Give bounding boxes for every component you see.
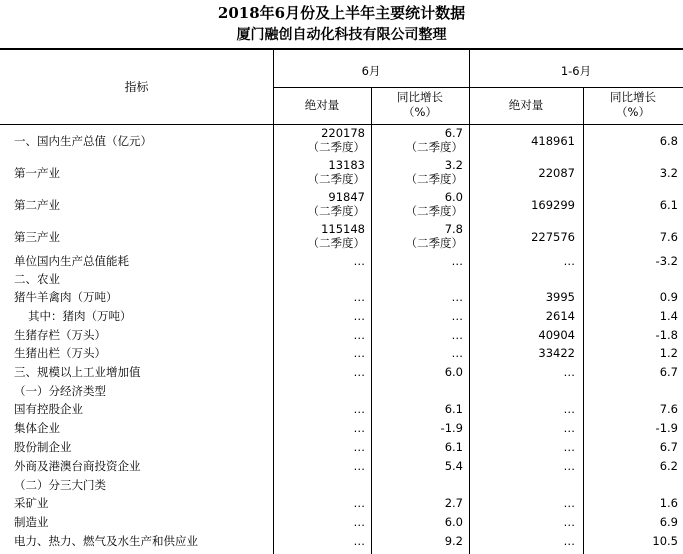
june-yoy-value: … bbox=[451, 328, 463, 342]
june-abs-value: 13183 bbox=[328, 158, 365, 172]
report-subtitle: 厦门融创自动化科技有限公司整理 bbox=[236, 27, 447, 43]
row-label: 电力、热力、燃气及水生产和供应业 bbox=[14, 534, 198, 548]
h1-yoy-value: 6.7 bbox=[659, 365, 678, 379]
june-yoy-value: 6.7 bbox=[444, 126, 463, 140]
june-abs-value: … bbox=[353, 534, 365, 548]
june-yoy-value: … bbox=[451, 290, 463, 304]
june-abs-note: （二季度） bbox=[307, 140, 365, 154]
h1-yoy-value: 6.2 bbox=[659, 459, 678, 473]
row-label: 制造业 bbox=[14, 515, 49, 529]
h1-abs-value: … bbox=[563, 365, 575, 379]
row-label: 三、规模以上工业增加值 bbox=[14, 365, 141, 379]
june-abs-value: … bbox=[353, 309, 365, 323]
row-label: 第一产业 bbox=[14, 166, 60, 180]
row-label: 猪牛羊禽肉（万吨） bbox=[14, 290, 118, 304]
june-abs-value: 220178 bbox=[321, 126, 365, 140]
h1-abs-value: 227576 bbox=[531, 230, 575, 244]
header-indicator: 指标 bbox=[124, 80, 149, 94]
june-abs-value: … bbox=[353, 346, 365, 360]
header-mid-rule bbox=[273, 87, 683, 88]
header-abs-h1: 绝对量 bbox=[508, 98, 544, 112]
h1-yoy-value: -1.8 bbox=[655, 328, 678, 342]
h1-abs-value: … bbox=[563, 254, 575, 268]
h1-yoy-value: -1.9 bbox=[655, 421, 678, 435]
row-label: 集体企业 bbox=[14, 421, 60, 435]
june-abs-value: … bbox=[353, 402, 365, 416]
header-yoy-june-1: 同比增长 bbox=[397, 90, 443, 104]
row-label: 单位国内生产总值能耗 bbox=[14, 254, 129, 268]
h1-abs-value: … bbox=[563, 534, 575, 548]
row-label: 第三产业 bbox=[14, 230, 60, 244]
h1-yoy-value: 1.2 bbox=[659, 346, 678, 360]
h1-abs-value: 22087 bbox=[538, 166, 575, 180]
june-abs-value: … bbox=[353, 328, 365, 342]
june-yoy-note: （二季度） bbox=[405, 204, 463, 218]
header-yoy-june-2: （%） bbox=[403, 105, 437, 119]
row-label: （一）分经济类型 bbox=[14, 384, 106, 398]
h1-abs-value: … bbox=[563, 459, 575, 473]
h1-yoy-value: 6.9 bbox=[659, 515, 678, 529]
row-label: 生猪存栏（万头） bbox=[14, 328, 106, 342]
june-yoy-value: … bbox=[451, 346, 463, 360]
june-yoy-value: -1.9 bbox=[440, 421, 463, 435]
june-yoy-value: … bbox=[451, 309, 463, 323]
row-label: 外商及港澳台商投资企业 bbox=[14, 459, 141, 473]
june-yoy-value: 3.2 bbox=[444, 158, 463, 172]
row-label: 二、农业 bbox=[14, 272, 60, 286]
june-abs-value: … bbox=[353, 515, 365, 529]
header-yoy-h1-2: （%） bbox=[616, 105, 650, 119]
h1-abs-value: … bbox=[563, 421, 575, 435]
row-label: （二）分三大门类 bbox=[14, 478, 106, 492]
h1-abs-value: … bbox=[563, 515, 575, 529]
row-label: 其中：猪肉（万吨） bbox=[28, 309, 132, 323]
h1-abs-value: … bbox=[563, 496, 575, 510]
june-yoy-note: （二季度） bbox=[405, 236, 463, 250]
header-abs-june: 绝对量 bbox=[304, 98, 340, 112]
june-abs-value: … bbox=[353, 459, 365, 473]
header-june: 6月 bbox=[361, 64, 381, 78]
june-yoy-value: 7.8 bbox=[444, 222, 463, 236]
row-label: 生猪出栏（万头） bbox=[14, 346, 106, 360]
h1-yoy-value: 1.6 bbox=[659, 496, 678, 510]
h1-yoy-value: 7.6 bbox=[659, 402, 678, 416]
table-top-rule bbox=[0, 48, 683, 50]
h1-abs-value: … bbox=[563, 440, 575, 454]
row-label: 采矿业 bbox=[14, 496, 49, 510]
h1-yoy-value: 10.5 bbox=[652, 534, 678, 548]
june-abs-note: （二季度） bbox=[307, 204, 365, 218]
h1-yoy-value: 7.6 bbox=[659, 230, 678, 244]
h1-abs-value: 169299 bbox=[531, 198, 575, 212]
h1-abs-value: 40904 bbox=[538, 328, 575, 342]
june-abs-value: … bbox=[353, 254, 365, 268]
june-abs-value: … bbox=[353, 440, 365, 454]
row-label: 股份制企业 bbox=[14, 440, 72, 454]
june-abs-value: 91847 bbox=[328, 190, 365, 204]
june-abs-note: （二季度） bbox=[307, 236, 365, 250]
june-yoy-note: （二季度） bbox=[405, 140, 463, 154]
h1-abs-value: 3995 bbox=[545, 290, 575, 304]
june-abs-value: 115148 bbox=[321, 222, 365, 236]
header-yoy-h1-1: 同比增长 bbox=[610, 90, 656, 104]
header-jan-jun: 1-6月 bbox=[560, 64, 592, 78]
june-yoy-value: 6.0 bbox=[444, 515, 463, 529]
june-yoy-value: 6.1 bbox=[444, 402, 463, 416]
june-yoy-value: 6.0 bbox=[444, 365, 463, 379]
h1-abs-value: … bbox=[563, 402, 575, 416]
h1-abs-value: 2614 bbox=[545, 309, 575, 323]
june-yoy-value: 5.4 bbox=[444, 459, 463, 473]
row-label: 一、国内生产总值（亿元） bbox=[14, 134, 152, 148]
row-label: 第二产业 bbox=[14, 198, 60, 212]
june-yoy-value: 9.2 bbox=[444, 534, 463, 548]
h1-yoy-value: 6.7 bbox=[659, 440, 678, 454]
h1-yoy-value: -3.2 bbox=[655, 254, 678, 268]
june-abs-note: （二季度） bbox=[307, 172, 365, 186]
june-yoy-value: 2.7 bbox=[444, 496, 463, 510]
h1-yoy-value: 0.9 bbox=[659, 290, 678, 304]
report-title: 2018年6月份及上半年主要统计数据 bbox=[217, 4, 466, 22]
june-abs-value: … bbox=[353, 496, 365, 510]
h1-yoy-value: 6.8 bbox=[659, 134, 678, 148]
header-bottom-rule bbox=[0, 124, 683, 125]
june-abs-value: … bbox=[353, 421, 365, 435]
h1-abs-value: 418961 bbox=[531, 134, 575, 148]
june-abs-value: … bbox=[353, 365, 365, 379]
june-abs-value: … bbox=[353, 290, 365, 304]
row-label: 国有控股企业 bbox=[14, 402, 83, 416]
h1-yoy-value: 6.1 bbox=[659, 198, 678, 212]
june-yoy-value: … bbox=[451, 254, 463, 268]
june-yoy-value: 6.1 bbox=[444, 440, 463, 454]
h1-abs-value: 33422 bbox=[538, 346, 575, 360]
h1-yoy-value: 3.2 bbox=[659, 166, 678, 180]
june-yoy-note: （二季度） bbox=[405, 172, 463, 186]
h1-yoy-value: 1.4 bbox=[659, 309, 678, 323]
june-yoy-value: 6.0 bbox=[444, 190, 463, 204]
